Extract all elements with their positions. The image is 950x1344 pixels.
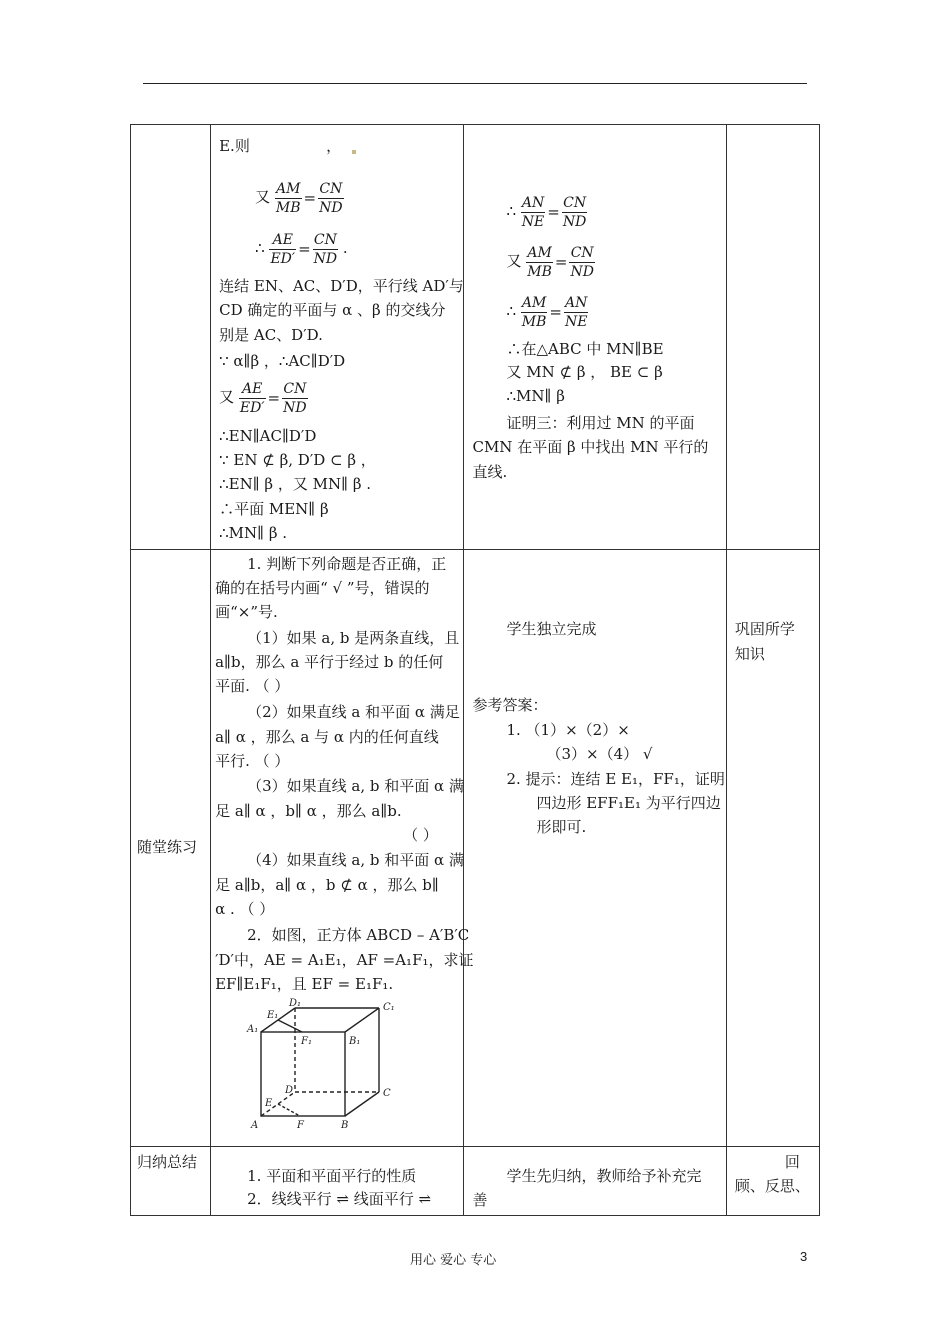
figure-label: A (251, 1120, 259, 1131)
text-line: 学生独立完成 (506, 620, 597, 638)
text-line: 1. （1）×（2）× (506, 721, 630, 739)
text-line: a∥ α ，那么 a 与 α 内的任何直线 (215, 728, 439, 746)
text-line: α . （ ） (215, 900, 275, 918)
figure-label: A₁ (247, 1024, 259, 1035)
fraction: $\frac{CN}{ND}$ (319, 180, 343, 216)
row3-teacher-cell (211, 1147, 464, 1216)
formula-line: 又 $\frac{AE}{ED'}$ = $\frac{CN}{ND}$ (219, 380, 307, 416)
text-line: 巩固所学 (734, 620, 795, 638)
table-row (131, 1147, 820, 1216)
therefore-symbol: ∴ (255, 239, 265, 257)
text-line: 别是 AC、D′D. (219, 326, 323, 344)
text-line: （4）如果直线 a, b 和平面 α 满 (247, 851, 464, 869)
figure-label: C (383, 1088, 391, 1099)
text-line: 顾、反思、 (734, 1177, 810, 1195)
text-line: ∴EN∥ β ，又 MN∥ β . (219, 475, 372, 493)
row3-purpose-cell (726, 1147, 819, 1216)
formula-line: ∴ $\frac{AN}{NE}$ = $\frac{CN}{ND}$ (506, 194, 587, 230)
formula-line: 又 $\frac{AM}{MB}$ = $\frac{CN}{ND}$ (255, 180, 343, 216)
therefore-symbol: ∴ (506, 302, 517, 320)
text-you: 又 (255, 188, 271, 206)
text-line: ′D′中，AE = A₁E₁，AF =A₁F₁，求证 (215, 951, 474, 969)
table-row (131, 550, 820, 1147)
text-line: （1）如果 a, b 是两条直线，且 (247, 629, 460, 647)
text-line: （ ） (403, 826, 438, 844)
text-line: 2．如图，正方体 ABCD – A′B′C (247, 926, 470, 944)
row2-teacher-cell (211, 550, 474, 1147)
row2-student-cell (464, 550, 726, 1147)
text-line: ∴EN∥AC∥D′D (219, 427, 317, 445)
text-line: 四边形 EFF₁E₁ 为平行四边 (536, 794, 721, 812)
text-line: 2．线线平行 ⇌ 线面平行 ⇌ (247, 1190, 432, 1208)
fraction: $\frac{AM}{MB}$ (521, 294, 547, 330)
text-line: ∴在△ABC 中 MN∥BE (506, 340, 664, 358)
text-line: EF∥E₁F₁，且 EF = E₁F₁. (215, 975, 394, 993)
text-line: CMN 在平面 β 中找出 MN 平行的 (472, 438, 709, 456)
formula-line: ∴ $\frac{AE}{ED'}$ = $\frac{CN}{ND}$ . (255, 231, 348, 267)
text-line: 画“×”号. (215, 603, 278, 621)
text-line: 参考答案： (472, 696, 548, 714)
figure-label: E (265, 1098, 273, 1109)
text-line: 1. 判断下列命题是否正确，正 (247, 555, 447, 573)
row-label: 归纳总结 (137, 1153, 198, 1171)
text-line: 确的在括号内画“ √ ”号，错误的 (215, 579, 430, 597)
fraction: $\frac{AM}{MB}$ (527, 244, 552, 280)
fraction: $\frac{AN}{NE}$ (565, 294, 588, 330)
figure-label: F (297, 1120, 305, 1131)
text-line: CD 确定的平面与 α 、β 的交线分 (219, 301, 446, 319)
text-line: 足 a∥ α ，b∥ α ，那么 a∥b. (215, 802, 402, 820)
text-line: ∵ α∥β ，∴AC∥D′D (219, 352, 346, 370)
fraction: $\frac{CN}{ND}$ (562, 194, 587, 230)
text-you: 又 (219, 388, 235, 406)
figure-label: D₁ (289, 998, 302, 1009)
fraction: $\frac{AE}{ED'}$ (270, 231, 296, 267)
text-line: 学生先归纳，教师给予补充完 (506, 1167, 702, 1185)
text-line: （3）×（4） √ (546, 745, 653, 763)
text-line: ， (326, 137, 342, 155)
text-line: 知识 (734, 645, 765, 663)
text-line: 又 MN ⊄ β ， BE ⊂ β (506, 363, 663, 381)
footer-motto: 用心 爱心 专心 (410, 1253, 497, 1268)
text-line: ∴平面 MEN∥ β (219, 500, 329, 518)
row2-purpose-cell (726, 550, 819, 1147)
text-line: 连结 EN、AC、D′D，平行线 AD′与 (219, 277, 464, 295)
text-line: （3）如果直线 a, b 和平面 α 满 (247, 777, 464, 795)
fraction: $\frac{AN}{NE}$ (521, 194, 545, 230)
fraction: $\frac{CN}{ND}$ (283, 380, 307, 416)
text-line: 足 a∥b，a∥ α ，b ⊄ α ，那么 b∥ (215, 876, 439, 894)
text-line: 回 (784, 1153, 800, 1171)
text-line: ∴MN∥ β (506, 387, 565, 405)
text-line: 平行. （ ） (215, 752, 290, 770)
row1-student-cell (464, 125, 726, 550)
table-row (131, 125, 820, 550)
row1-teacher-cell (211, 125, 464, 550)
text-line: a∥b，那么 a 平行于经过 b 的任何 (215, 653, 444, 671)
header-rule (143, 83, 807, 84)
figure-label: D (285, 1085, 294, 1096)
fraction: $\frac{AM}{MB}$ (275, 180, 301, 216)
page-number: 3 (800, 1249, 808, 1264)
text-line: 2. 提示：连结 E E₁，FF₁，证明 (506, 770, 725, 788)
row1-label-cell (131, 125, 211, 550)
figure-label: B₁ (349, 1036, 361, 1047)
text-line: 平面. （ ） (215, 677, 290, 695)
text-you: 又 (506, 252, 522, 270)
figure-label: C₁ (383, 1002, 395, 1013)
lesson-table (130, 124, 820, 1216)
text-line: （2）如果直线 a 和平面 α 满足 (247, 703, 460, 721)
figure-label: B (341, 1120, 349, 1131)
figure-label: E₁ (267, 1010, 279, 1021)
formula-line: 又 $\frac{AM}{MB}$ = $\frac{CN}{ND}$ (506, 244, 594, 280)
text-line: 证明三：利用过 MN 的平面 (506, 414, 695, 432)
row-label: 随堂练习 (137, 838, 198, 856)
text-line: 1. 平面和平面平行的性质 (247, 1167, 417, 1185)
mark-dot (352, 150, 356, 154)
text-line: ∴MN∥ β . (219, 524, 288, 542)
formula-line: ∴ $\frac{AM}{MB}$ = $\frac{AN}{NE}$ (506, 294, 588, 330)
text-line: E.则 (219, 137, 250, 155)
text-line: 直线. (472, 463, 508, 481)
therefore-symbol: ∴ (506, 202, 517, 220)
fraction: $\frac{AE}{ED'}$ (239, 380, 265, 416)
fraction: $\frac{CN}{ND}$ (570, 244, 594, 280)
text-line: 形即可. (536, 818, 587, 836)
text-line: ∵ EN ⊄ β, D′D ⊂ β ， (219, 451, 376, 469)
row3-student-cell (464, 1147, 726, 1216)
fraction: $\frac{CN}{ND}$ (313, 231, 338, 267)
cube-figure (245, 998, 405, 1134)
figure-label: F₁ (301, 1036, 313, 1047)
row3-label-cell (131, 1147, 211, 1216)
row2-label-cell (131, 550, 211, 1147)
row1-purpose-cell (726, 125, 819, 550)
text-line: 善 (472, 1191, 488, 1209)
